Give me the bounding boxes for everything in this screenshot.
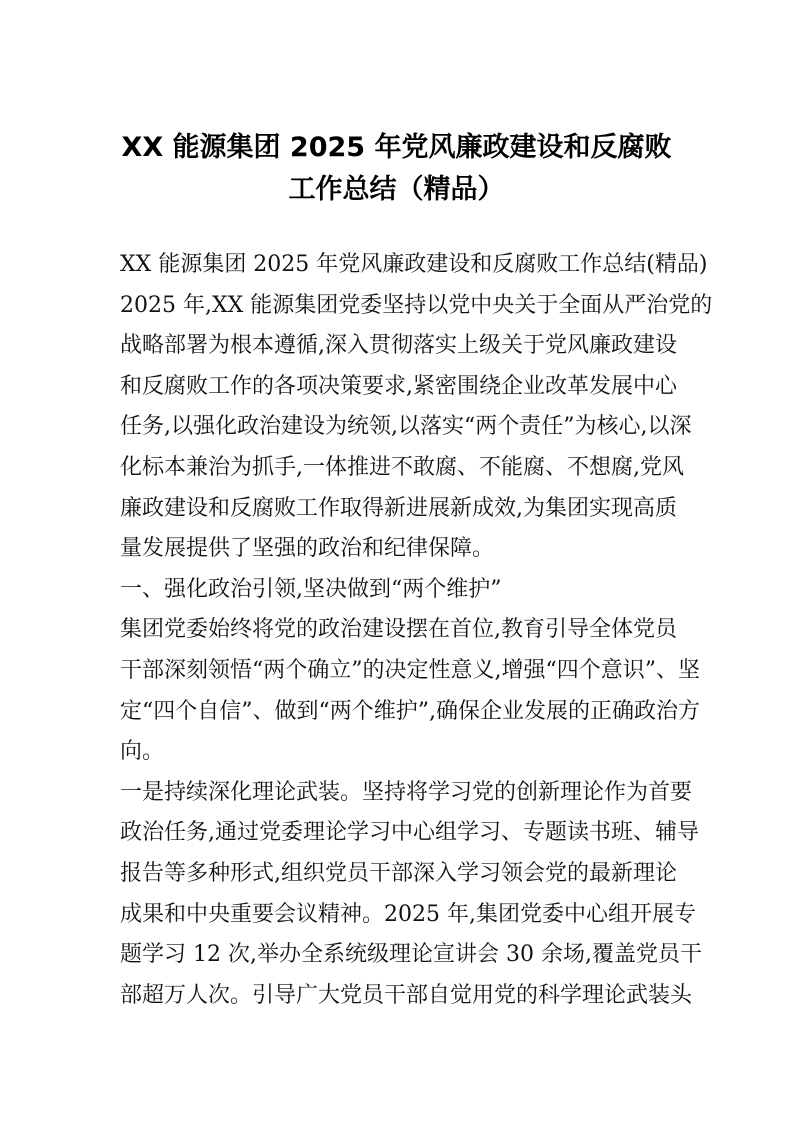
document-title-line-2: 工作总结（精品） [288, 174, 505, 205]
text-line: 任务,以强化政治建设为统领,以落实“两个责任”为核心,以深 [120, 414, 692, 440]
text-line: 廉政建设和反腐败工作取得新进展新成效,为集团实现高质 [120, 495, 677, 521]
text-line: 干部深刻领悟“两个确立”的决定性意义,增强“四个意识”、坚 [120, 657, 700, 683]
text-line: 战略部署为根本遵循,深入贯彻落实上级关于党风廉政建设 [120, 333, 677, 359]
text-line: 定“四个自信”、做到“两个维护”,确保企业发展的正确政治方 [120, 698, 700, 724]
text-line: 一、强化政治引领,坚决做到“两个维护” [120, 576, 502, 602]
text-line: 向。 [120, 739, 165, 765]
text-line: 成果和中央重要会议精神。2025 年,集团党委中心组开展专 [120, 901, 696, 927]
text-line: 部超万人次。引导广大党员干部自觉用党的科学理论武装头 [120, 982, 693, 1008]
text-line: 政治任务,通过党委理论学习中心组学习、专题读书班、辅导 [120, 820, 699, 846]
text-line: 2025 年,XX 能源集团党委坚持以党中央关于全面从严治党的 [120, 292, 713, 318]
text-line: 题学习 12 次,举办全系统级理论宣讲会 30 余场,覆盖党员干 [120, 942, 702, 968]
document-body [120, 245, 713, 1016]
text-line: 一是持续深化理论武装。坚持将学习党的创新理论作为首要 [120, 779, 693, 805]
text-line: 和反腐败工作的各项决策要求,紧密围绕企业改革发展中心 [120, 373, 677, 399]
text-line: 集团党委始终将党的政治建设摆在首位,教育引导全体党员 [120, 617, 677, 643]
text-line: 量发展提供了坚强的政治和纪律保障。 [120, 536, 495, 562]
text-line: 化标本兼治为抓手,一体推进不敢腐、不能腐、不想腐,党风 [120, 454, 684, 480]
text-line: XX 能源集团 2025 年党风廉政建设和反腐败工作总结(精品) [120, 252, 708, 277]
text-line: 报告等多种形式,组织党员干部深入学习领会党的最新理论 [120, 860, 677, 886]
document-title-line-1: XX 能源集团 2025 年党风廉政建设和反腐败 [121, 132, 672, 163]
